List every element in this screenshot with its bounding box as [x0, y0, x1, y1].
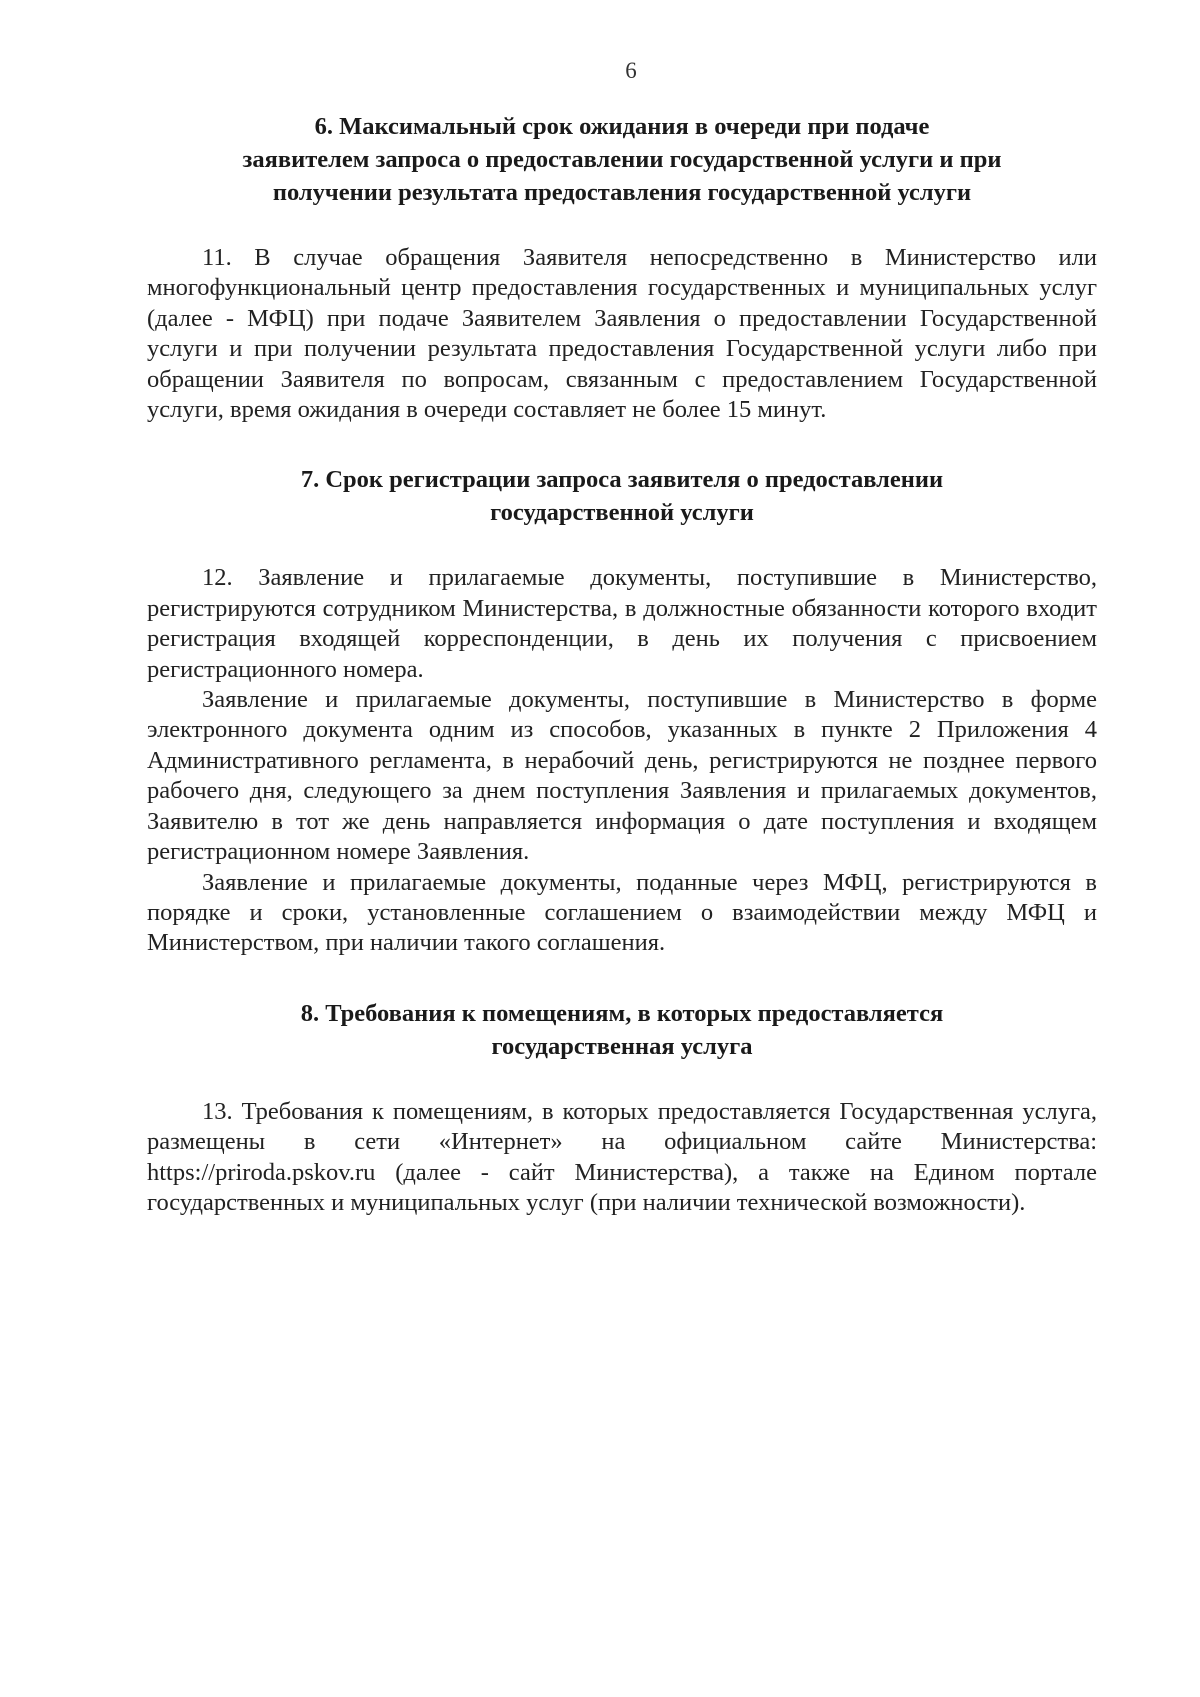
paragraph: 11. В случае обращения Заявителя непосредственно в Министерство или многофункциональный центр предоставления государственных и муниципальных услуг (далее - МФЦ) при подаче Заявителем Заявления о предоставлении Государственной услуги и при получении результата предоставления Государственной услуги либо при обращении Заявителя по вопросам, связанным с предоставлением Государственной услуги, время ожидания в очереди составляет не более 15 минут. — [147, 244, 1097, 424]
heading-line: 8. Требования к помещениям, в которых предоставляется — [300, 999, 944, 1027]
heading-line: получении результата предоставления государственной услуги — [272, 179, 972, 206]
heading-line: государственная услуга — [491, 1032, 753, 1060]
paragraph: Заявление и прилагаемые документы, поступившие в Министерство в форме электронного документа одним из способов, указанных в пункте 2 Приложения 4 Административного регламента, в нерабочий день, регистрируются не позднее первого рабочего дня, следующего за днем поступления Заявления и прилагаемых документов, Заявителю в тот же день направляется информация о дате поступления и входящем регистрационном номере Заявления. — [147, 686, 1097, 866]
section-heading — [147, 463, 1097, 529]
heading-line: 7. Срок регистрации запроса заявителя о предоставлении — [300, 466, 944, 494]
paragraph: 13. Требования к помещениям, в которых предоставляется Государственная услуга, размещены в сети «Интернет» на официальном сайте Министерства: https://priroda.pskov.ru (далее - сайт Министерства), а также на Едином портале государственных и муниципальных услуг (при наличии технической возможности). — [147, 1097, 1097, 1216]
heading-line: 6. Максимальный срок ожидания в очереди при подаче — [314, 113, 930, 140]
document-body — [147, 110, 1097, 1218]
heading-line: государственной услуги — [490, 499, 754, 527]
heading-line: заявителем запроса о предоставлении государственной услуги и при — [242, 146, 1002, 173]
paragraph: Заявление и прилагаемые документы, поданные через МФЦ, регистрируются в порядке и сроки, установленные соглашением о взаимодействии между МФЦ и Министерством, при наличии такого соглашения. — [147, 868, 1097, 957]
paragraph: 12. Заявление и прилагаемые документы, поступившие в Министерство, регистрируются сотрудником Министерства, в должностные обязанности которого входит регистрация входящей корреспонденции, в день их получения с присвоением регистрационного номера. — [147, 564, 1097, 683]
page-number: 6 — [625, 58, 637, 83]
section-heading — [147, 997, 1097, 1063]
section-heading — [147, 110, 1097, 209]
